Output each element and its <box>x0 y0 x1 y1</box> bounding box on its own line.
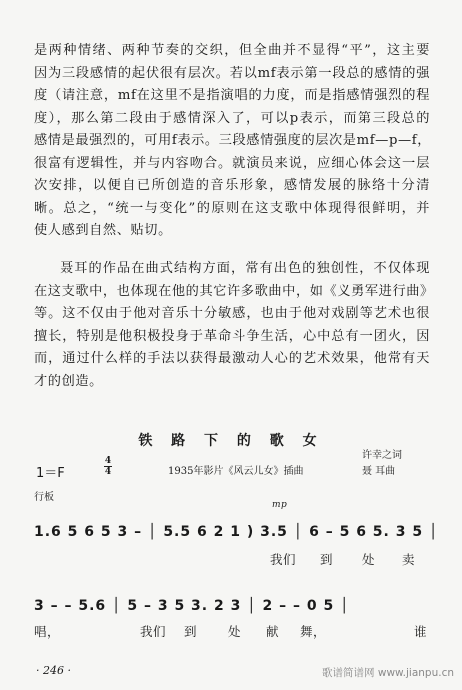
page-number: · 246 · <box>36 664 71 677</box>
text-line: 擅长，特别是他积极投身于革命斗争生活，心中总有一团火，因 <box>34 328 430 344</box>
watermark: 歌谱简谱网 www.jianpu.cn <box>322 667 454 679</box>
lyric-word: 我们 <box>140 624 167 639</box>
lyric-word: 处 <box>228 624 242 639</box>
lyric-word: 献 <box>266 624 280 639</box>
time-signature <box>104 456 112 477</box>
text-line: 很富有逻辑性，并与内容吻合。就演员来说，应细心体会这一层 <box>34 155 430 171</box>
text-line: 度），那么第二段由于感情深入了，可以p表示，而第三段总的 <box>34 110 430 126</box>
text-line: 等。这不仅由于他对音乐十分敏感，也由于他对戏剧等艺术也很 <box>34 306 430 321</box>
song-title: 铁 路 下 的 歌 女 <box>138 433 324 449</box>
lyric-word: 处 <box>362 552 376 567</box>
text-line: 在这支歌中，也体现在他的其它许多歌曲中，如《义勇军进行曲》 <box>34 283 434 299</box>
composer-credit: 聂 耳曲 <box>362 466 396 477</box>
lyric-word: 到 <box>320 552 334 567</box>
time-signature-top: 4 <box>104 456 112 466</box>
text-line: 晰。总之，“统一与变化”的原则在这支歌中体现得很鲜明，并 <box>34 200 430 216</box>
text-line: 是两种情绪、两种节奏的交织，但全曲并不显得“平”，这主要 <box>34 43 430 58</box>
lyricist-credit: 许幸之词 <box>362 450 402 461</box>
text-line: 次安排，以便自已所创造的音乐形象，感情发展的脉络十分清 <box>34 178 430 193</box>
lyric-word: 到 <box>184 624 198 639</box>
text-line: 度（请注意，mf在这里不是指演唱的力度，而是指感情强烈的程 <box>34 88 430 103</box>
paragraph-2 <box>34 258 434 393</box>
text-line: 而，通过什么样的手法以获得最激动人心的艺术效果，他常有天 <box>34 351 430 366</box>
time-signature-bottom: 4 <box>104 467 112 477</box>
tempo-marking: 行板 <box>34 492 54 503</box>
notation-line-2: 3 – – 5.6 │ 5 – 3 5 3. 2 3 │ 2 – – 0 5 │ <box>34 598 350 614</box>
text-line: 使人感到自然、贴切。 <box>34 223 172 238</box>
text-line: 感情是最强烈的，可用f表示。三段感情强度的层次是mf—p—f， <box>34 133 432 148</box>
notation-line-1: 1.6 5 6 5 3 – │ 5.5 6 2 1 ) 3.5 │ 6 – 5 6 5. 3 5 │ <box>34 524 439 540</box>
paragraph-1 <box>34 40 430 243</box>
lyric-word: 我们 <box>270 552 297 567</box>
text-line: 才的创造。 <box>34 373 103 389</box>
lyric-word: 卖 <box>402 552 416 567</box>
text-line: 聂耳的作品在曲式结构方面，常有出色的独创性，不仅体现 <box>60 261 430 276</box>
key-signature: 1＝F <box>36 466 65 481</box>
film-source: 1935年影片《风云儿女》插曲 <box>168 466 304 477</box>
lyric-word: 唱， <box>34 624 61 639</box>
text-line: 因为三段感情的起伏很有层次。若以mf表示第一段总的感情的强 <box>34 65 430 81</box>
dynamic-marking: mp <box>272 500 288 510</box>
lyric-word: 谁 <box>414 624 428 639</box>
lyric-word: 舞， <box>300 624 327 639</box>
